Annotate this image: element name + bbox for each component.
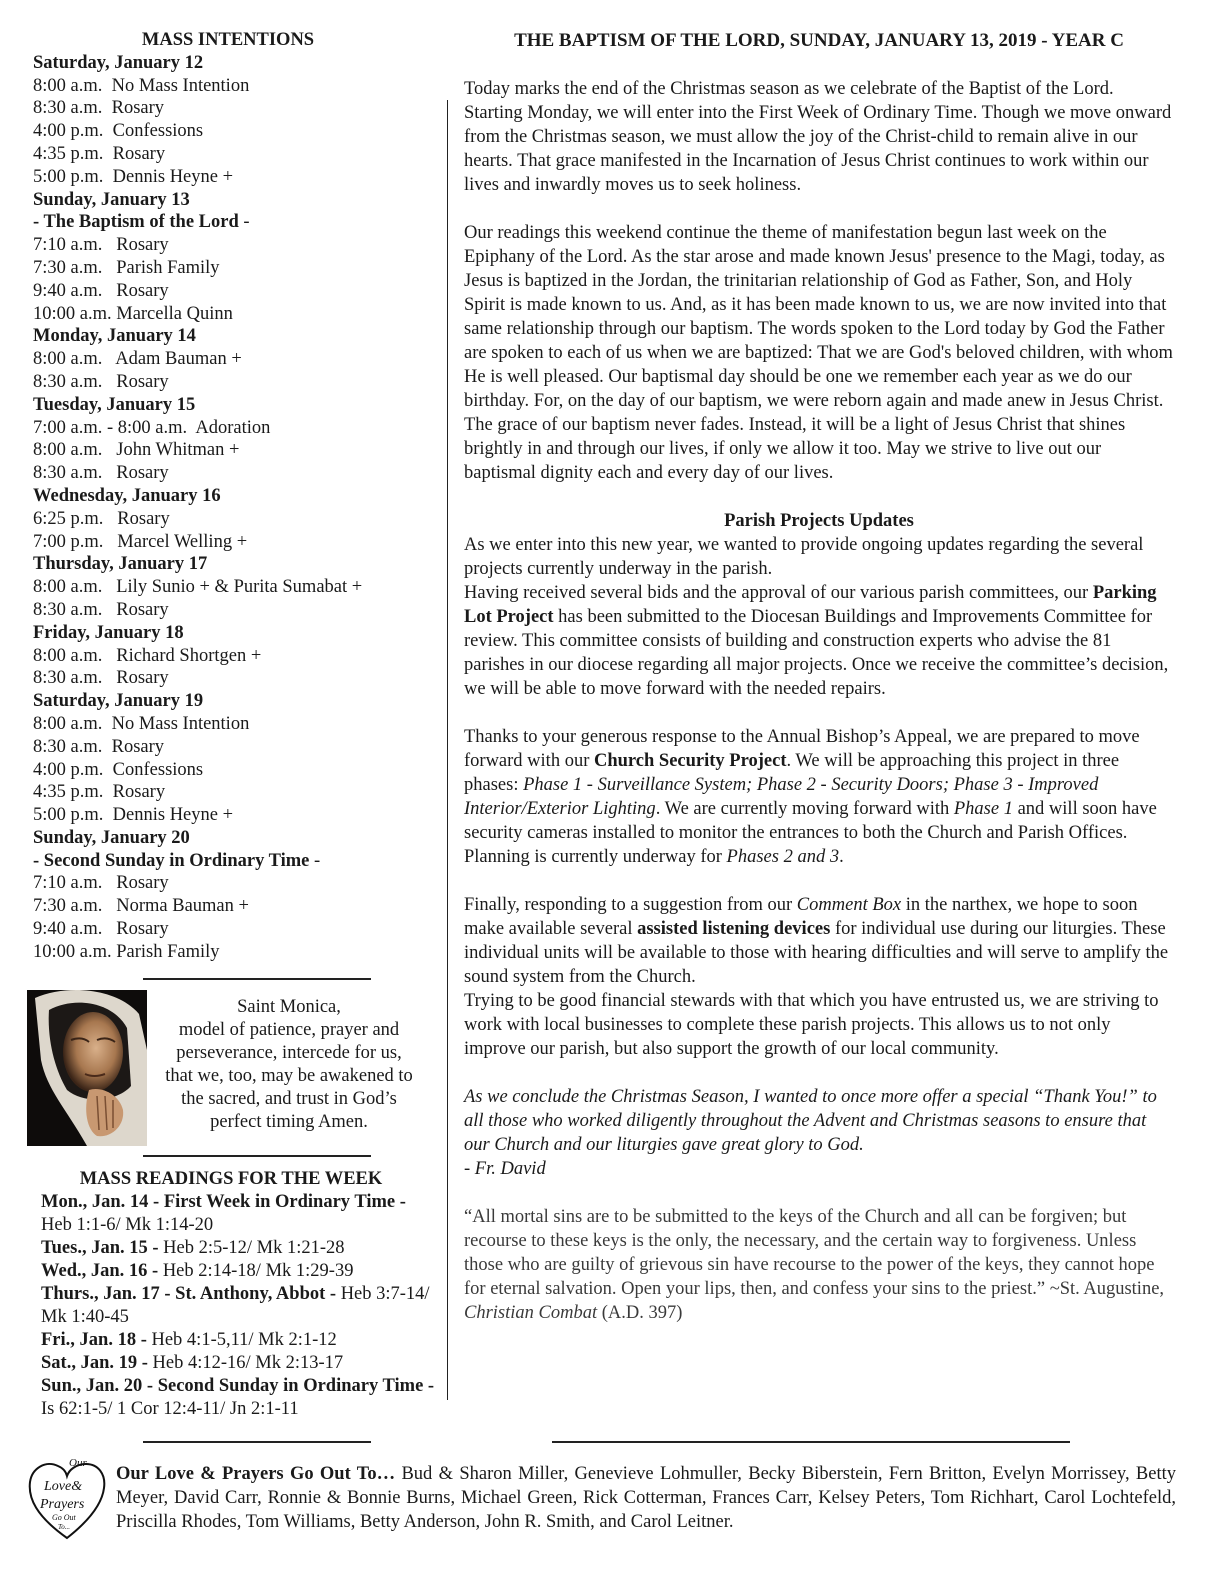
mass-entry: 8:30 a.m. Rosary xyxy=(33,599,169,620)
paragraph-stewardship: Trying to be good financial stewards with that which you have entrusted us, we are striving to work with local businesses to complete these parish projects. This allows us to not only improve our parish, but also support the growth of our local community. xyxy=(464,991,1159,1059)
reading-citations: Is 62:1-5/ 1 Cor 12:4-11/ Jn 2:1-11 xyxy=(41,1399,299,1419)
reading-citations: Heb 2:5-12/ Mk 1:21-28 xyxy=(163,1238,345,1258)
mass-entry: 8:30 a.m. Rosary xyxy=(33,463,169,484)
day-heading: Sunday, January 13 xyxy=(33,189,190,210)
mass-readings-list xyxy=(41,1191,441,1421)
church-security-project-label: Church Security Project xyxy=(593,751,787,771)
text-span: . We will be approaching this project in three phases: xyxy=(464,751,1120,795)
mass-entry: 8:30 a.m. Rosary xyxy=(33,736,165,757)
logo-text-love: Love& xyxy=(44,1479,83,1494)
feast-line xyxy=(33,850,438,873)
saint-monica-portrait-icon xyxy=(27,990,147,1146)
reading-day: Sat., Jan. 19 - xyxy=(41,1353,153,1373)
mass-entry: 8:00 a.m. No Mass Intention xyxy=(33,75,250,96)
reading-day: Wed., Jan. 16 - xyxy=(41,1261,163,1281)
reading-day: Fri., Jan. 18 - xyxy=(41,1330,152,1350)
reading-citations: Heb 3:7-14/ Mk 1:40-45 xyxy=(41,1284,430,1327)
paragraph-readings: Our readings this weekend continue the theme of manifestation begun last week on the Epiphany of the Lord. As the star arose and made known Jesus' presence to the Magi, today, as Jesus is baptized in the Jordan, the trinitarian relationship of God as Father, Son, and Holy Spirit is made known to us. And, as it has been made known to us, we are now invited into that same relationship through our baptism. The words spoken to the Lord today by God the Father are spoken to each of us when we are baptized: That we are God's beloved children, with whom He is well pleased. Our baptismal day should be one we remember each year as we do our birthday. For, on the day of our baptism, we were reborn again and made anew in Jesus Christ. The grace of our baptism never fades. Instead, it will be a light of Jesus Christ that shines brightly in and through our lives, if only we allow it too. May we strive to live out our baptismal dignity each and every day of our lives. xyxy=(464,223,1173,483)
right-divider-bottom xyxy=(552,1441,1070,1443)
left-divider-middle xyxy=(143,1155,371,1157)
mass-entry: 6:25 p.m. Rosary xyxy=(33,508,170,529)
text-span: Having received several bids and the approval of our various parish committees, our xyxy=(464,583,1093,603)
mass-entry: 5:00 p.m. Dennis Heyne + xyxy=(33,805,234,826)
mass-entry: 4:00 p.m. Confessions xyxy=(33,121,204,142)
paragraph-listening-devices xyxy=(464,893,1174,989)
mass-entry: 4:00 p.m. Confessions xyxy=(33,759,204,780)
day-heading: Monday, January 14 xyxy=(33,326,196,347)
text-span: and will soon have security cameras installed to monitor the entrances to both the Church and Parish Offices. Planning is currently underway for xyxy=(464,799,1157,867)
mass-intentions-section xyxy=(33,29,438,964)
assisted-listening-label: assisted listening devices xyxy=(637,919,831,939)
mass-entry: 9:40 a.m. Rosary xyxy=(33,280,169,301)
mass-entry: 7:30 a.m. Parish Family xyxy=(33,257,220,278)
left-divider-top xyxy=(143,978,371,980)
reading-citations: Heb 4:1-5,11/ Mk 2:1-12 xyxy=(151,1330,337,1350)
mass-entry: 8:00 a.m. Adam Bauman + xyxy=(33,349,242,370)
feast-line xyxy=(33,211,438,234)
mass-intentions-heading: MASS INTENTIONS xyxy=(141,30,315,50)
mass-entry: 8:00 a.m. No Mass Intention xyxy=(33,713,250,734)
feast-suffix: - xyxy=(238,212,250,233)
reading-item xyxy=(41,1283,441,1329)
mass-entry: 7:30 a.m. Norma Bauman + xyxy=(33,896,249,917)
phases-2-3-label: Phases 2 and 3 xyxy=(726,847,840,867)
prayer-list-lead: Our Love & Prayers Go Out To… xyxy=(116,1464,402,1484)
day-heading: Wednesday, January 16 xyxy=(33,485,221,506)
signature: - Fr. David xyxy=(464,1159,546,1179)
logo-text-to: To... xyxy=(58,1523,71,1531)
paragraph-parking-lot xyxy=(464,581,1174,701)
mass-readings-heading: MASS READINGS FOR THE WEEK xyxy=(79,1169,383,1189)
mass-entry: 10:00 a.m. Marcella Quinn xyxy=(33,303,233,324)
prayer-line: model of patience, prayer and xyxy=(178,1020,400,1040)
column-divider xyxy=(447,100,448,1400)
reading-item xyxy=(41,1191,441,1237)
mass-readings-section xyxy=(41,1168,441,1421)
quote-source-title: Christian Combat xyxy=(464,1303,598,1323)
text-span: (A.D. 397) xyxy=(597,1303,683,1323)
reading-citations: Heb 1:1-6/ Mk 1:14-20 xyxy=(41,1215,214,1235)
day-heading: Saturday, January 19 xyxy=(33,691,204,712)
text-span: Finally, responding to a suggestion from our xyxy=(464,895,797,915)
prayer-list xyxy=(116,1462,1176,1534)
prayer-list-names: Bud & Sharon Miller, Genevieve Lohmuller, Becky Biberstein, Fern Britton, Evelyn Morrissey, Betty Meyer, David Carr, Ronnie & Bonnie Burns, Michael Green, Rick Cotterman, Frances Carr, Kelsey Peters, Tom Richhart, Carol Lochtefeld, Priscilla Rhodes, Tom Williams, Betty Anderson, John R. Smith, and Carol Leitner. xyxy=(116,1464,1177,1532)
mass-entry: 9:40 a.m. Rosary xyxy=(33,919,169,940)
reading-item xyxy=(41,1237,441,1260)
reading-item xyxy=(41,1375,441,1421)
mass-entry: 4:35 p.m. Rosary xyxy=(33,143,166,164)
prayer-line: the sacred, and trust in God’s xyxy=(181,1089,397,1109)
prayer-line: perseverance, intercede for us, xyxy=(176,1043,402,1063)
reading-day: Mon., Jan. 14 - First Week in Ordinary Time - xyxy=(41,1192,406,1212)
feast-suffix: - xyxy=(309,850,321,871)
left-divider-bottom xyxy=(143,1441,371,1443)
reading-citations: Heb 4:12-16/ Mk 2:13-17 xyxy=(152,1353,344,1373)
mass-entry: 10:00 a.m. Parish Family xyxy=(33,941,220,962)
mass-entry: 7:00 p.m. Marcel Welling + xyxy=(33,531,248,552)
mass-entry: 8:30 a.m. Rosary xyxy=(33,371,169,392)
page-title: THE BAPTISM OF THE LORD, SUNDAY, JANUARY 13, 2019 - YEAR C xyxy=(514,30,1124,51)
text-span: for individual use during our liturgies. These individual units will be available to those with hearing difficulties and will serve to amplify the sound system from the Church. xyxy=(464,919,1169,987)
mass-entry: 7:00 a.m. - 8:00 a.m. Adoration xyxy=(33,417,271,438)
paragraph-thank-you xyxy=(464,1085,1174,1181)
logo-text-prayers: Prayers xyxy=(40,1497,85,1512)
paragraph-projects-intro: As we enter into this new year, we wanted to provide ongoing updates regarding the several projects currently underway in the parish. xyxy=(464,535,1144,579)
prayer-line: perfect timing Amen. xyxy=(210,1112,368,1132)
paragraph-security xyxy=(464,725,1174,869)
mass-entry: 7:10 a.m. Rosary xyxy=(33,873,169,894)
saint-monica-prayer xyxy=(153,996,425,1134)
day-heading: Sunday, January 20 xyxy=(33,827,190,848)
day-heading: Tuesday, January 15 xyxy=(33,394,196,415)
feast-name: - The Baptism of the Lord xyxy=(33,212,239,233)
love-prayers-logo xyxy=(26,1454,108,1542)
reading-day: Sun., Jan. 20 - Second Sunday in Ordinary Time - xyxy=(41,1376,435,1396)
text-span: . We are currently moving forward with xyxy=(655,799,954,819)
day-heading: Thursday, January 17 xyxy=(33,554,208,575)
reading-day: Tues., Jan. 15 - xyxy=(41,1238,164,1258)
mass-entry: 8:00 a.m. John Whitman + xyxy=(33,440,240,461)
logo-text-go-out: Go Out xyxy=(52,1513,76,1522)
text-span: Thanks to your generous response to the Annual Bishop’s Appeal, we are prepared to move forward with our xyxy=(464,727,1140,771)
mass-entry: 8:00 a.m. Richard Shortgen + xyxy=(33,645,262,666)
logo-text-our: Our xyxy=(69,1457,87,1469)
prayer-line: that we, too, may be awakened to xyxy=(165,1066,413,1086)
augustine-quote xyxy=(464,1205,1174,1325)
mass-entry: 7:10 a.m. Rosary xyxy=(33,235,169,256)
feast-name: - Second Sunday in Ordinary Time xyxy=(33,850,310,871)
thank-you-text: As we conclude the Christmas Season, I wanted to once more offer a special “Thank You!” to all those who worked diligently throughout the Advent and Christmas seasons to ensure that our Church and our liturgies gave great glory to God. xyxy=(464,1087,1157,1155)
day-heading: Friday, January 18 xyxy=(33,622,184,643)
heart-logo-icon xyxy=(26,1454,108,1542)
text-span: “All mortal sins are to be submitted to the keys of the Church and all can be forgiven; but recourse to these keys is the only, the necessary, and the certain way to forgiveness. Unless those who are guilty of grievous sin have recourse to the power of the keys, they cannot hope for eternal salvation. Open your lips, then, and confess your sins to the priest.” ~St. Augustine, xyxy=(464,1207,1165,1299)
phase-1-label: Phase 1 xyxy=(953,799,1013,819)
reading-item xyxy=(41,1329,441,1352)
phases-list: Phase 1 - Surveillance System; Phase 2 - Security Doors; Phase 3 - Improved Interior/Exterior Lighting xyxy=(464,775,1099,819)
mass-entry: 5:00 p.m. Dennis Heyne + xyxy=(33,166,234,187)
mass-entry: 4:35 p.m. Rosary xyxy=(33,782,166,803)
saint-monica-image xyxy=(27,990,147,1146)
day-heading: Saturday, January 12 xyxy=(33,52,204,73)
comment-box-label: Comment Box xyxy=(796,895,902,915)
text-span: . xyxy=(839,847,844,867)
parking-lot-project-label: Parking Lot Project xyxy=(464,583,1157,627)
paragraph-intro: Today marks the end of the Christmas season as we celebrate of the Baptist of the Lord. Starting Monday, we will enter into the First Week of Ordinary Time. Though we move onward from the Christmas season, we must allow the joy of the Christ-child to remain alive in our hearts. That grace manifested in the Incarnation of Jesus Christ continues to work within our lives and inwardly moves us to seek holiness. xyxy=(464,79,1172,195)
text-span: in the narthex, we hope to soon make available several xyxy=(464,895,1138,939)
pastor-letter xyxy=(464,29,1174,1349)
mass-entry: 8:30 a.m. Rosary xyxy=(33,98,165,119)
text-span: has been submitted to the Diocesan Buildings and Improvements Committee for review. This committee consists of building and construction experts who advise the 81 parishes in our diocese regarding all major projects. Once we receive the committee’s decision, we will be able to move forward with the needed repairs. xyxy=(464,607,1169,699)
mass-intentions-list xyxy=(33,52,438,964)
projects-heading: Parish Projects Updates xyxy=(724,511,914,531)
reading-day: Thurs., Jan. 17 - St. Anthony, Abbot - xyxy=(41,1284,341,1304)
reading-citations: Heb 2:14-18/ Mk 1:29-39 xyxy=(162,1261,354,1281)
mass-entry: 8:00 a.m. Lily Sunio + & Purita Sumabat + xyxy=(33,577,363,598)
reading-item xyxy=(41,1260,441,1283)
mass-entry: 8:30 a.m. Rosary xyxy=(33,668,169,689)
reading-item xyxy=(41,1352,441,1375)
prayer-line: Saint Monica, xyxy=(237,997,341,1017)
